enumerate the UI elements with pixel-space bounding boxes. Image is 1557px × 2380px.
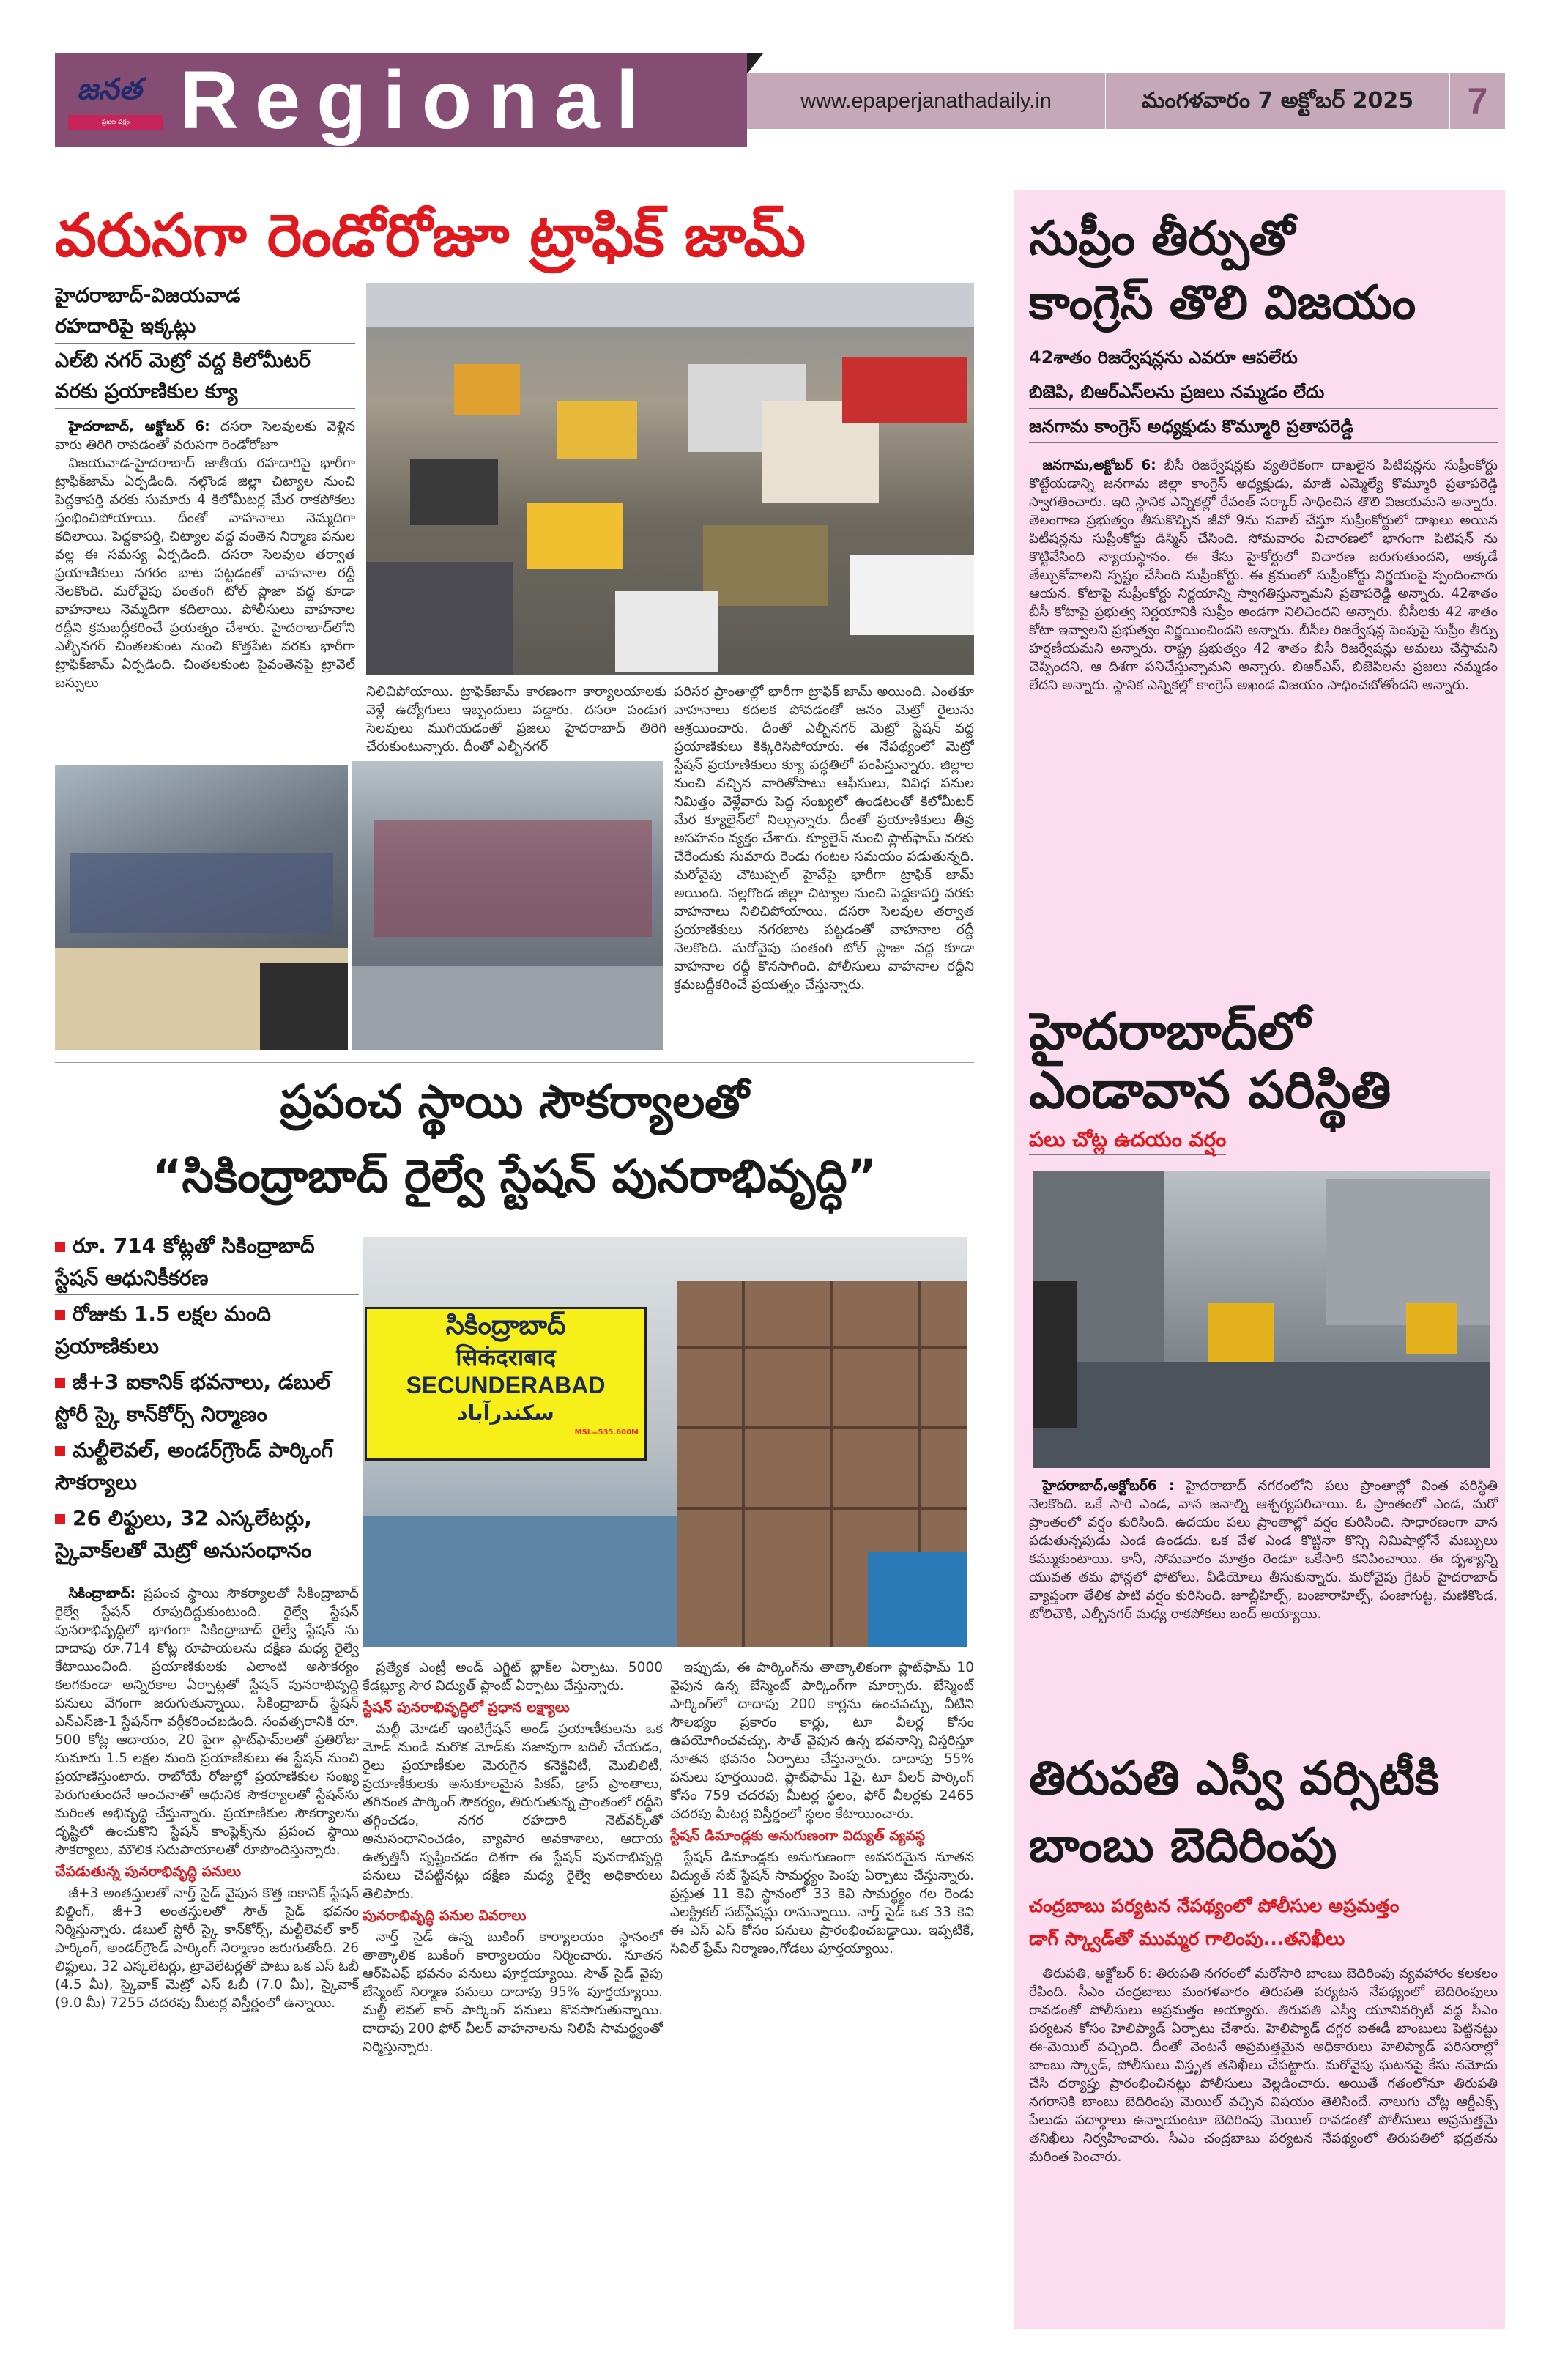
- subhead: చంద్రబాబు పర్యటన నేపథ్యంలో పోలీసుల అప్రమత్తం: [1029, 1891, 1498, 1921]
- headline-line: హైదరాబాద్‌లో: [1029, 1001, 1310, 1061]
- highlight-text: జీ+3 ఐకానిక్ భవనాలు, డబుల్ స్టోరీ స్కై కాన్‌కోర్స్ నిర్మాణం: [55, 1370, 331, 1426]
- station-article: [55, 1230, 974, 2331]
- section-subhead: స్టేషన్ పునరాభివృద్ధిలో ప్రధాన లక్ష్యాలు: [363, 1699, 570, 1716]
- tirupati-body: [1029, 1965, 1498, 2324]
- tirupati-headline: [1029, 1745, 1498, 1880]
- highlight-text: 26 లిఫ్టులు, 32 ఎస్కలేటర్లు, స్కైవాక్‌లతో మెట్రో అనుసంధానం: [55, 1506, 312, 1562]
- headline-line: కాంగ్రెస్ తొలి విజయం: [1029, 276, 1416, 330]
- station-headline-1: ప్రపంచ స్థాయి సౌకర్యాలతో: [280, 1075, 749, 1128]
- sign-hindi: सिकंदराबाद: [456, 1343, 556, 1371]
- dateline: సికింద్రాబాద్:: [68, 1586, 136, 1601]
- article-text: తిరుపతి నగరంలో మరోసారి బాంబు బెదిరింపు వ్యవహారం కలకలం రేపింది. సీఎం చంద్రబాబు మంగళవారం తిరుపతి పర్యటన నేపథ్యంలో బెదిరింపులు రావడంతో పోలీసులు అప్రమత్తం అయ్యారు. తిరుపతి ఎస్వీ యూనివర్సిటీ వద్ద సీఎం పర్యటన కోసం హెలిప్యాడ్ ఏర్పాటు చేశారు. హెలిప్యాడ్ దగ్గర ఐఈడీ బాంబులు పెట్టినట్టు ఈ-మెయిల్ వచ్చింది. దీంతో వెంటనే అప్రమత్తమైన అధికారులు హెలిప్యాడ్ పరిసరాల్లో బాంబు స్క్వాడ్, పోలీసులు విస్తృత తనిఖీలు చేపట్టారు. మరోవైపు ఘటనపై కేసు నమోదు చేసి దర్యాప్తు ప్రారంభించినట్లు పోలీసులు వెల్లడించారు. అయితే గతంలోనూ తిరుపతి నగరానికి బాంబు బెదిరింపు మెయిల్ వచ్చిన విషయం తెలిసిందే. నాలుగు చోట్ల ఆర్డీఎక్స్ పేలుడు పదార్థాలు ఉన్నాయంటూ బెదిరింపు మెయిల్ రావడంతో పోలీసులు అప్రమత్తమై తనిఖీలు నిర్వహించారు. సీఎం చంద్రబాబు పర్యటన నేపథ్యంలో తిరుపతిలో భద్రతను మరింత పెంచారు.: [1029, 1966, 1498, 2165]
- newspaper-logo: [68, 70, 163, 136]
- dateline: హైదరాబాద్,అక్టోబర్6 :: [1042, 1478, 1175, 1494]
- subhead: రహదారిపై ఇక్కట్లు: [55, 312, 355, 344]
- bullet-square-icon: [55, 1378, 65, 1388]
- subhead: వరకు ప్రయాణికుల క్యూ: [55, 377, 355, 409]
- headline-line: తిరుపతి ఎస్వీ వర్సిటీకి: [1029, 1751, 1440, 1806]
- station-signboard: [365, 1307, 647, 1461]
- sign-urdu: سکندرآباد: [457, 1401, 554, 1425]
- station-body-col3: [670, 1658, 974, 2331]
- bullet-square-icon: [55, 1310, 65, 1320]
- rainy-street-graphic: [1033, 1171, 1490, 1468]
- sign-english: SECUNDERABAD: [406, 1372, 606, 1398]
- traffic-body-col1: [55, 418, 355, 760]
- article-text: నార్త్ సైడ్ ఉన్న బుకింగ్ కార్యాలయం స్థానంలో తాత్కాలిక బుకింగ్ కార్యాలయం నిర్మించారు. నూతన ఆర్‌పిఎఫ్ భవనం పనులు పూర్తయ్యాయి. సౌత్ సైడ్ వైపు బేస్మెంట్ నిర్మాణ పనులు దాదాపు 95% పూర్తయ్యాయి. మల్టీ లెవల్ కార్ పార్కింగ్ పనులు కొనసాగుతున్నాయి. దాదాపు 200 ఫోర్ వీలర్ వాహనాలను నిలిపే సామర్థ్యంతో నిర్మిస్తున్నారు.: [363, 1929, 663, 2055]
- subhead: బిజెపి, బిఆర్‌ఎస్‌లను ప్రజలు నమ్మడం లేదు: [1029, 377, 1498, 409]
- headline-line: సుప్రీం తీర్పుతో: [1029, 212, 1296, 266]
- logo-tagline: ప్రజల పక్షం: [68, 115, 163, 130]
- article-text: విజయవాడ-హైదరాబాద్ జాతీయ రహదారిపై భారీగా ట్రాఫిక్‌జామ్ ఏర్పడింది. నల్గొండ జిల్లా చిట్యాల నుంచి పెద్దకాపర్తి వరకు సుమారు 4 కిలోమీటర్ల మేర రాకపోకలు స్తంభించిపోయాయి. దీంతో వాహనాలు నెమ్మదిగా కదిలాయి. పెద్దకాపర్తి, చిట్యాల వద్ద వంతెన నిర్మాణ పనుల వల్ల ఈ సమస్య ఏర్పడింది. దసరా సెలవుల తర్వాత ప్రయాణికులు నగరం బాట పట్టడంతో వాహనాల రద్దీ నెలకొంది. మరోవైపు పంతంగి టోల్ ప్లాజా వద్ద కూడా వాహనాలు నెమ్మదిగా కదిలాయి. పోలీసులు వాహనాల రద్దీని క్రమబద్ధీకరించే ప్రయత్నం చేశారు. హైదరాబాద్‌లోని ఎల్బీనగర్ చింతలకుంట నుంచి కొత్తపేట వరకు భారీగా ట్రాఫిక్‌జామ్ ఏర్పడింది. చింతలకుంట పైవంతెనపై ట్రావెల్ బస్సులు: [55, 456, 355, 691]
- weather-subhead: పలు చోట్ల ఉదయం వర్షం: [1029, 1125, 1226, 1155]
- weather-article: [1029, 998, 1498, 1738]
- tirupati-article: [1029, 1738, 1498, 2324]
- traffic-article: [55, 281, 974, 1058]
- subhead: డాగ్ స్క్వాడ్‌తో ముమ్మర గాలింపు...తనిఖీలు: [1029, 1924, 1498, 1954]
- right-column-content: [1029, 207, 1498, 2324]
- page-number: 7: [1467, 81, 1488, 122]
- section-title: Regional: [179, 54, 655, 146]
- supreme-article: [1029, 207, 1498, 998]
- article-text: బీసీ రిజర్వేషన్లకు వ్యతిరేకంగా దాఖలైన పిటిషన్లను సుప్రీంకోర్టు కొట్టేయడాన్ని జనగామ జిల్లా కాంగ్రెస్ అధ్యక్షుడు, మాజీ ఎమ్మెల్యే కొమ్మూరి ప్రతాపరెడ్డి స్వాగతించారు. ఇది స్థానిక ఎన్నికల్లో రేవంత్ సర్కార్ సాధించిన తొలి విజయమని అన్నారు. తెలంగాణ ప్రభుత్వం తీసుకొచ్చిన జీవో 9ను సవాల్ చేస్తూ సుప్రీంకోర్టులో దాఖలు అయిన పిటీషన్లను సుప్రీంకోర్టు డిస్మిస్ చేసింది. సోమవారం విచారణలో భాగంగా పిటిషన్ ను కొట్టివేసింది న్యాయస్థానం. ఈ కేసు హైకోర్టులో విచారణ జరుగుతుందని, అక్కడే తేల్చుకోవాలని స్పష్టం చేసింది సుప్రీంకోర్టు. ఈ క్రమంలో సుప్రీంకోర్టు నిర్ణయంపై స్పందించారు ఆయన. కోటాపై సుప్రీంకోర్టు నిర్ణయాన్ని స్వాగతిస్తున్నామని ప్రతాపరెడ్డి అన్నారు. 42శాతం బీసీ కోటాపై ప్రభుత్వ నిర్ణయానికి సుప్రీం అండగా నిలిచిందని అన్నారు. బీసీలకు 42 శాతం కోటా ఇవ్వాలని ప్రభుత్వం నిర్ణయించిందని అన్నారు. బీసీల రిజర్వేషన్ల పెంపుపై సుప్రీం తీర్పు హర్షణీయమని అన్నారు. రాష్ట్ర ప్రభుత్వం 42 శాతం బీసీ రిజర్వేషన్లు అమలు చేస్తామని చెప్పిందని, ఆ దిశగా పనిచేస్తున్నామని అన్నారు. బిఆర్‌ఎస్, బిజెపిలను ప్రజలు నమ్మడం లేదని అన్నారు. స్థానిక ఎన్నికల్లో కాంగ్రెస్ అఖండ విజయం సాధించబోతోందని అన్నారు.: [1029, 458, 1498, 693]
- bullet-square-icon: [55, 1242, 65, 1252]
- metro-staircase-graphic: [352, 761, 663, 1050]
- sign-msl: MSL=535.600M: [574, 1428, 639, 1436]
- subhead: జనగామ కాంగ్రెస్ అధ్యక్షుడు కొమ్మూరి ప్రతాపరెడ్డి: [1029, 412, 1498, 443]
- supreme-body: [1029, 456, 1498, 998]
- metro-queue-photo-1: [55, 765, 348, 1050]
- subhead: ఎల్‌బి నగర్ మెట్రో వద్ద కిలోమీటర్: [55, 349, 311, 372]
- rain-photo: [1033, 1171, 1490, 1468]
- divider: [55, 1062, 974, 1063]
- highlight-item: [55, 1434, 359, 1499]
- subhead: హైదరాబాద్-విజయవాడ: [55, 284, 241, 307]
- headline-line: ఎండావాన పరిస్థితి: [1029, 1060, 1391, 1120]
- station-body-col1: [55, 1584, 359, 2331]
- highlight-text: రోజుకు 1.5 లక్షల మంది ప్రయాణికులు: [55, 1302, 271, 1358]
- supreme-subheads: [1029, 343, 1498, 446]
- metro-crowd-graphic: [55, 765, 348, 1050]
- section-subhead: స్టేషన్ డిమాండ్లకు అనుగుణంగా విద్యుత్ వ్యవస్థ: [670, 1828, 926, 1844]
- highlight-text: రూ. 714 కోట్లతో సికింద్రాబాద్ స్టేషన్ ఆధునికీకరణ: [55, 1234, 315, 1290]
- article-text: జీ+3 అంతస్తులతో నార్త్ సైడ్ వైపున కొత్త ఐకానిక్ స్టేషన్ బిల్డింగ్, జీ+3 అంతస్తులతో సౌత్ సైడ్ భవనం నిర్మిస్తున్నారు. డబుల్ స్టోరీ స్కై కాన్‌కోర్స్, మల్టీలెవల్ కార్ పార్కింగ్, అండర్‌గ్రౌండ్ పార్కింగ్ నిర్మాణం జరుగుతోంది. 26 లిఫ్టులు, 32 ఎస్కలేటర్లు, ట్రావెలేటర్లతో పాటు ఒక ఎస్ ఓబీ (4.5 మీ), స్కైవాక్ మెట్రో ఎస్ ఓబీ (7.0 మీ), స్కైవాక్ (9.0 మీ) 7255 చదరపు మీటర్ల విస్తీర్ణంలో ఉన్నాయి.: [55, 1886, 359, 2011]
- tirupati-subheads: [1029, 1891, 1498, 1954]
- highlight-item: [55, 1502, 359, 1567]
- secunderabad-station-photo: [363, 1237, 967, 1647]
- logo-text: జనత: [77, 73, 142, 106]
- traffic-jam-photo: [366, 283, 974, 675]
- highlight-item: [55, 1298, 359, 1363]
- dateline: జనగామ,అక్టోబర్ 6:: [1042, 458, 1156, 473]
- dateline: హైదరాబాద్, అక్టోబర్ 6:: [68, 419, 210, 434]
- station-body-col2: [363, 1658, 663, 2331]
- highlight-text: మల్టీలెవల్, అండర్‌గ్రౌండ్ పార్కింగ్ సౌకర్యాలు: [55, 1438, 333, 1494]
- dateline: తిరుపతి, అక్టోబర్ 6:: [1042, 1966, 1152, 1982]
- supreme-headline: [1029, 207, 1498, 336]
- masthead: [55, 53, 747, 147]
- issue-date: మంగళవారం 7 అక్టోబర్ 2025: [1106, 73, 1450, 129]
- article-text: స్టేషన్ డిమాండ్లకు అనుగుణంగా అవసరమైన నూతన విద్యుత్ సబ్ స్టేషన్ సామర్థ్యం పెంపు ఏర్పాటు చేస్తున్నారు. ప్రస్తుత 11 కెవి స్థానంలో 33 కెవి సామర్థ్యం గల రెండు ఎలక్ట్రికల్ సబ్‌స్టేషన్లు రానున్నాయి. నార్త్ సైడ్ ఒక 33 కెవి ఈ ఎస్ ఎస్ కోసం పనులు ప్రారంభించబడ్డాయి. ఇప్పటికే, సివిల్ ఫ్రేమ్ నిర్మాణం,గోడలు పూర్తయ్యాయి.: [670, 1850, 974, 1957]
- subhead: 42శాతం రిజర్వేషన్లను ఎవరూ ఆపలేరు: [1029, 343, 1498, 374]
- traffic-body-col2: నిలిచిపోయాయి. ట్రాఫిక్‌జామ్ కారణంగా కార్యాలయాలకు వెళ్లే ఉద్యోగులు ఇబ్బందులు పడ్డారు. దసరా పండుగ సెలవులు ముగియడంతో ప్రజలు హైదరాబాద్ తిరిగి చేరుకుంటున్నారు. దీంతో ఎల్బీనగర్: [366, 684, 666, 755]
- bullet-square-icon: [55, 1514, 65, 1524]
- header-notch: [747, 53, 763, 74]
- article-text: ప్రత్యేక ఎంట్రీ అండ్ ఎగ్జిట్ బ్లాక్‌ల ఏర్పాటు. 5000 కేడబ్ల్యూ సౌర విద్యుత్ ప్లాంట్ ఏర్పాటు చేస్తున్నారు.: [363, 1660, 663, 1694]
- metro-queue-photo-2: [352, 761, 663, 1050]
- station-col1: [55, 1230, 359, 2331]
- bullet-square-icon: [55, 1446, 65, 1456]
- traffic-subheads: [55, 281, 355, 412]
- traffic-photo-vehicles: [366, 283, 974, 675]
- traffic-col1: [55, 281, 355, 760]
- main-left-area: [55, 199, 974, 2331]
- traffic-headline: వరుసగా రెండోరోజూ ట్రాఫిక్ జామ్: [55, 201, 806, 270]
- highlight-item: [55, 1366, 359, 1431]
- article-text: ఇప్పుడు, ఈ పార్కింగ్‌ను తాత్కాలికంగా ప్లాట్‌ఫామ్ 10 వైపున ఉన్న బేస్మెంట్ పార్కింగ్‌గా మార్చారు. బేస్మెంట్ పార్కింగ్‌లో దాదాపు 200 కార్లను ఉంచవచ్చు, వీటిని సౌలభ్యం ప్రకారం కార్లు, టూ వీలర్ల కోసం ఉపయోగించవచ్చు. సౌత్ వైపున ఉన్న భవనాన్ని విస్తరిస్తూ నూతన భవనం ఏర్పాటు చేస్తున్నారు. దాదాపు 55% పనులు పూర్తయింది. ప్లాట్‌ఫామ్ 1పై, టూ వీలర్ పార్కింగ్ కోసం 759 చదరపు మీటర్ల స్థలం, ఫోర్ వీలర్లకు 2465 చదరపు మీటర్ల విస్తీర్ణంలో స్థలం కేటాయించారు.: [670, 1660, 974, 1822]
- header-info-bar: [747, 73, 1505, 129]
- traffic-body-col3: పరిసర ప్రాంతాల్లో భారీగా ట్రాఫిక్ జామ్ అయింది. ఎంతకూ వాహనాలు కదలక పోవడంతో జనం మెట్రో రైలును ఆశ్రయించారు. దీంతో ఎల్బీనగర్ మెట్రో స్టేషన్ వద్ద ప్రయాణికులు కిక్కిరిసిపోయారు. ఈ నేపథ్యంలో మెట్రో స్టేషన్ ప్రయాణికులు క్యూ పద్ధతిలో పంపిస్తున్నారు. జిల్లాల నుంచి వచ్చిన వారితోపాటు ఆఫీసులు, వివిధ పనుల నిమిత్తం వెళ్లేవారు పెద్ద సంఖ్యలో ఉండటంతో కిలోమీటర్ మేర క్యూలైన్‌లో నిల్చున్నారు. దీంతో ప్రయాణికులు తీవ్ర అసహనం వ్యక్తం చేశారు. క్యూలైన్ నుంచి ప్లాట్‌ఫామ్ వరకు చేరేందుకు సుమారు రెండు గంటల సమయం పడుతున్నది. మరోవైపు చౌటుప్పల్ హైవేపై భారీగా ట్రాఫిక్ జామ్ అయింది. నల్లగొండ జిల్లా చిట్యాల నుంచి పెద్దకాపర్తి వరకు వాహనాలు నిలిచిపోయాయి. దసరా సెలవుల తర్వాత ప్రయాణికులు నగరబాట పట్టడంతో వాహనాల రద్దీ నెలకొంది. మరోవైపు పంతంగి టోల్ ప్లాజా వద్ద కూడా వాహనాల రద్దీ కొనసాగింది. పోలీసులు వాహనాల రద్దీని క్రమబద్ధీకరించే ప్రయత్నం చేస్తున్నారు.: [674, 684, 974, 993]
- article-text: హైదరాబాద్ నగరంలోని పలు ప్రాంతాల్లో వింత పరిస్థితి నెలకొంది. ఒకే సారి ఎండ, వాన జనాల్ని ఆశ్చర్యపరిచాయి. ఓ ప్రాంతంలో ఎండ, మరో ప్రాంతంలో వర్షం కురిసింది. ఉదయం పలు ప్రాంతాల్లో వర్షం కురిసింది. సాధారణంగా వాన పడుతున్నపుడు ఎండ ఉండదు. ఒక వేళ ఎండ కొట్టినా కొన్ని నిమిషాల్లోనే మబ్బులు కమ్ముకుంటాయి. కానీ, సోమవారం మాత్రం రెండూ ఒకేసారి కనిపించాయి. ఈ దృశ్యాన్ని యువత తమ ఫోన్లలో ఫోటోలు, వీడియోలు తీసుకున్నారు. మరోవైపు గ్రేటర్ హైదరాబాద్ వ్యాప్తంగా తేలిక పాటి వర్షం కురిసింది. జూబ్లీహిల్స్, బంజారాహిల్స్, పంజాగుట్ట, మణికొండ, టోలిచౌకి, ఎల్బీనగర్ మధ్య రాకపోకలు బంద్ అయ్యాయి.: [1029, 1478, 1498, 1622]
- station-highlights: [55, 1230, 359, 1570]
- station-headline-2: “సికింద్రాబాద్ రైల్వే స్టేషన్ పునరాభివృద్ధి”: [152, 1149, 877, 1203]
- article-text: దసరా సెలవులకు వెళ్లిన వారు తిరిగి రావడంతో వరుసగా రెండోరోజూ: [55, 419, 355, 453]
- website-url[interactable]: www.epaperjanathadaily.in: [747, 73, 1106, 129]
- sign-telugu: సికింద్రాబాద్: [445, 1311, 566, 1341]
- section-subhead: పునరాభివృద్ధి పనుల వివరాలు: [363, 1908, 527, 1924]
- headline-line: బాంబు బెదిరింపు: [1029, 1819, 1337, 1873]
- weather-headline: [1029, 1002, 1498, 1119]
- section-subhead: చేపడుతున్న పునరాభివృద్ధి పనులు: [55, 1864, 242, 1880]
- article-text: ప్రపంచ స్థాయి సౌకర్యాలతో సికింద్రాబాద్ రైల్వే స్టేషన్ రూపుదిద్దుకుంటుంది. రైల్వే స్టేషన్ పునరాభివృద్ధిలో భాగంగా సికింద్రాబాద్ రైల్వే స్టేషన్ ను దాదాపు రూ.714 కోట్ల రూపాయలను దక్షిణ మధ్య రైల్వే కేటాయించింది. ప్రయాణికులకు ఎలాంటి అసౌకర్యం కలగకుండా అన్నిరకాల ఏర్పాట్లతో స్టేషన్ పునరాభివృద్ధి పనులు వేగంగా జరుగుతున్నాయి. సికింద్రాబాద్ స్టేషన్ ఎన్‌ఎస్‌జి-1 స్టేషన్‌గా వర్గీకరించబడింది. సంవత్సరానికి రూ. 500 కోట్ల ఆదాయం, 20 పైగా ప్లాట్‌ఫామ్‌లతో ప్రతిరోజు సుమారు 1.5 లక్షల మంది ప్రయాణికులు ఈ స్టేషన్ నుంచి ప్రయాణిస్తుంటారు. రాబోయే రోజుల్లో ప్రయాణికుల సంఖ్య పెరుగుతుందనే అంచనాతో ఆధునిక సౌకర్యాలతో స్టేషన్‌ను మరింత అభివృద్ధి చేస్తున్నారు. ప్రయాణికుల సౌకర్యాలను దృష్టిలో ఉంచుకొని స్టేషన్ కాంప్లెక్స్‌ను ప్రపంచ స్థాయి సౌకర్యాలు, మౌలిక సదుపాయాలతో రూపొందిస్తున్నారు.: [55, 1586, 359, 1858]
- highlight-item: [55, 1230, 359, 1295]
- weather-body: [1029, 1477, 1498, 1738]
- article-text: మల్టీ మోడల్ ఇంటిగ్రేషన్ అండ్ ప్రయాణీకులను ఒక మోడ్ నుండి మరొక మోడ్‌కు సజావుగా బదిలీ చేయడం, రైలు ప్రయాణీకుల మెరుగైన కనెక్టివిటీ, మొబిలిటీ, ప్రయాణీకులకు అనుకూలమైన పికప్, డ్రాప్ ప్రాంతాలు, తగినంత పార్కింగ్ సౌకర్యం, తిరుగుతున్న ప్రాంతంలో రద్దీని తగ్గించడం, నగర రహదారి నెట్‌వర్క్‌తో అనుసంధానించడం, వ్యాపార అవకాశాలు, ఆదాయ ఉత్పత్తినీ సృష్టించడం దిశగా ఈ స్టేషన్ పునరాభివృద్ధి పనులు చేపట్టినట్లు దక్షిణ మధ్య రైల్వే అధికారులు తెలిపారు.: [363, 1721, 663, 1902]
